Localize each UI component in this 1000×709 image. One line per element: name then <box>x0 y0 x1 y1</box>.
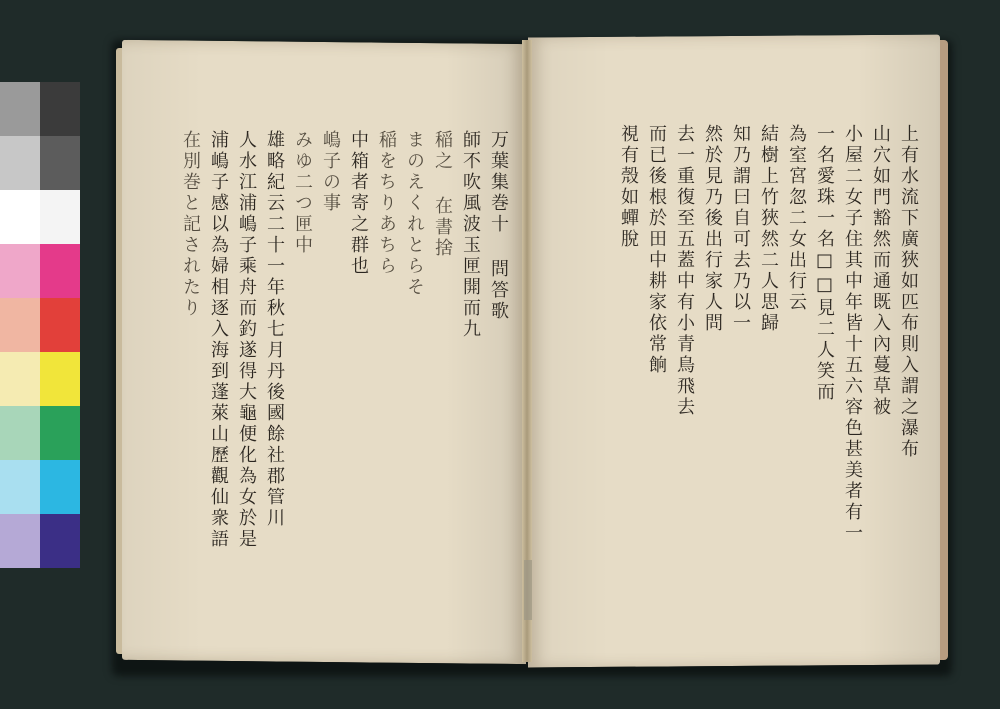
text-column: みゆ二つ匣中 <box>292 130 313 256</box>
color-calibration-strip <box>0 82 80 570</box>
calibration-patch <box>40 514 80 568</box>
text-column: 雄略紀云二十一年秋七月丹後國餘社郡管川 <box>264 130 285 529</box>
text-column: 稲之 在書捨 <box>432 130 453 259</box>
calibration-patch <box>0 406 40 460</box>
calibration-patch <box>0 514 40 568</box>
text-column: まのえくれとらそ <box>404 130 425 298</box>
right-page-text <box>556 124 920 614</box>
text-column: 視有殼如蟬脫 <box>618 124 639 250</box>
text-column: 為室宮忽二女出行云 <box>786 124 807 313</box>
text-column: 師不吹風波玉匣開而九 <box>460 130 481 340</box>
left-page-text <box>130 130 510 630</box>
calibration-patch <box>0 352 40 406</box>
calibration-patch <box>0 190 40 244</box>
calibration-patch <box>0 136 40 190</box>
calibration-patch <box>40 406 80 460</box>
calibration-patch <box>0 82 40 136</box>
calibration-patch <box>0 244 40 298</box>
text-column: 山穴如門豁然而通既入內蔓草被 <box>870 124 891 418</box>
text-column: 浦嶋子感以為婦相逐入海到蓬萊山歷觀仙衆語 <box>208 130 229 550</box>
calibration-patch <box>40 352 80 406</box>
text-column: 小屋二女子住其中年皆十五六容色甚美者有一 <box>842 124 863 544</box>
calibration-patch <box>40 190 80 244</box>
text-column: 万葉集巻十 問答歌 <box>488 130 509 322</box>
text-column: 知乃謂曰自可去乃以一 <box>730 124 751 334</box>
text-column: 結樹上竹狹然二人思歸 <box>758 124 779 334</box>
calibration-patch <box>40 298 80 352</box>
text-column: 稲をちりあちら <box>376 130 397 277</box>
calibration-patch <box>40 82 80 136</box>
text-column: 上有水流下廣狹如匹布則入謂之瀑布 <box>898 124 919 460</box>
calibration-patch <box>40 460 80 514</box>
text-column: 而已後根於田中耕家依常餉 <box>646 124 667 376</box>
text-column: 去一重復至五蓋中有小青鳥飛去 <box>674 124 695 418</box>
text-column: 嶋子の事 <box>320 130 341 214</box>
text-column: 在別巻と記されたり <box>180 130 201 319</box>
calibration-patch <box>40 136 80 190</box>
text-column: 一名愛珠一名□□見二人笑而 <box>814 124 835 403</box>
text-column: 中箱者寄之群也 <box>348 130 369 277</box>
calibration-patch <box>40 244 80 298</box>
text-column: 人水江浦嶋子乘舟而釣遂得大龜便化為女於是 <box>236 130 257 550</box>
calibration-patch <box>0 298 40 352</box>
calibration-patch <box>0 460 40 514</box>
text-column: 然於見乃後出行家人問 <box>702 124 723 334</box>
gutter-tab <box>524 560 532 620</box>
